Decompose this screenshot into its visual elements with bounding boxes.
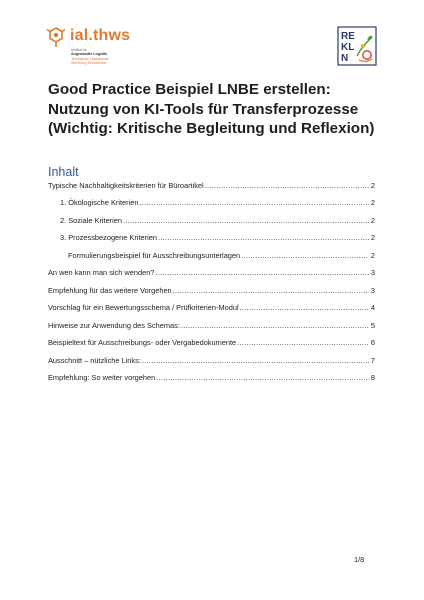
toc-entry[interactable]: [48, 198, 375, 207]
toc-entry-title: Ausschnitt – nützliche Links:: [48, 355, 141, 365]
ial-thws-subtitle: [71, 48, 151, 66]
toc-entry-title: Typische Nachhaltigkeitskriterien für Büroartikel: [48, 181, 204, 190]
reklin-logo-letters: RE: [341, 31, 355, 42]
ial-thws-brand: ial.thws: [70, 27, 131, 44]
toc-leader-dots: [181, 321, 369, 330]
document-title: [48, 80, 388, 139]
toc-entry-title: 2. Soziale Kriterien: [60, 215, 123, 225]
toc-entry-title: An wen kann man sich wenden?: [48, 268, 155, 278]
toc-entry-title: Empfehlung für das weitere Vorgehen: [48, 285, 172, 295]
toc-entry[interactable]: [48, 251, 375, 260]
toc-entry-title: Hinweise zur Anwendung des Schemas:: [48, 320, 180, 330]
toc-entry-page: 3: [370, 285, 375, 295]
toc-entry-title: Vorschlag für ein Bewertungsschema / Prüfkriterien-Modul: [48, 303, 239, 313]
document-title-line: Nutzung von KI-Tools für Transferprozesse: [48, 100, 359, 118]
toc-entry-page: 5: [370, 320, 375, 330]
toc-entry-page: 6: [370, 338, 375, 348]
ial-thws-subtitle-line: Institut für: [71, 48, 87, 52]
toc-entry-page: 3: [370, 268, 375, 278]
table-of-contents: [48, 181, 375, 391]
toc-entry[interactable]: [48, 321, 375, 330]
toc-entry[interactable]: [48, 303, 375, 312]
toc-leader-dots: [156, 373, 369, 382]
toc-leader-dots: [123, 216, 369, 225]
toc-entry[interactable]: [48, 181, 375, 190]
toc-leader-dots: [173, 286, 369, 295]
toc-leader-dots: [155, 268, 369, 277]
reklin-logo: [337, 26, 377, 66]
reklin-logo-letters: KL: [341, 42, 355, 53]
toc-entry[interactable]: [48, 268, 375, 277]
toc-entry-title: 1. Ökologische Kriterien: [60, 198, 139, 208]
toc-entry[interactable]: [48, 356, 375, 365]
ial-thws-subtitle-line: Technische Hochschule: [71, 56, 109, 61]
toc-entry-page: 2: [370, 181, 375, 190]
toc-entry-title: Formulierungsbeispiel für Ausschreibungsunterlagen: [68, 250, 241, 260]
ial-thws-logo-icon: [46, 26, 66, 48]
document-title-line: (Wichtig: Kritische Begleitung und Reflexion): [48, 120, 375, 137]
toc-leader-dots: [205, 181, 369, 190]
toc-leader-dots: [240, 303, 369, 312]
toc-entry-page: 7: [370, 355, 375, 365]
toc-entry-page: 2: [370, 215, 375, 225]
toc-leader-dots: [158, 233, 369, 242]
document-title-line: Good Practice Beispiel LNBE erstellen:: [48, 81, 331, 98]
toc-entry[interactable]: [48, 216, 375, 225]
toc-entry[interactable]: [48, 233, 375, 242]
ial-thws-logo: [46, 26, 156, 70]
toc-leader-dots: [237, 338, 369, 347]
ial-thws-subtitle-line: Angewandte Logistik: [71, 52, 108, 57]
reklin-logo-letters: N: [341, 53, 349, 64]
toc-entry-page: 2: [370, 198, 375, 208]
toc-entry-page: 8: [370, 373, 375, 383]
toc-leader-dots: [139, 198, 369, 207]
toc-entry[interactable]: [48, 338, 375, 347]
toc-entry-page: 2: [370, 250, 375, 260]
toc-entry[interactable]: [48, 373, 375, 382]
toc-entry-title: 3. Prozessbezogene Kriterien: [60, 233, 157, 243]
toc-entry-title: Empfehlung: So weiter vorgehen: [48, 373, 156, 383]
toc-entry-page: 4: [370, 303, 375, 313]
ial-thws-subtitle-line: Würzburg-Schweinfurt: [71, 61, 107, 66]
page-indicator: 1/8: [354, 555, 365, 564]
toc-entry-page: 2: [370, 233, 375, 243]
toc-entry[interactable]: [48, 286, 375, 295]
toc-leader-dots: [142, 356, 369, 365]
toc-leader-dots: [241, 251, 369, 260]
toc-entry-title: Beispieltext für Ausschreibungs- oder Vergabedokumente: [48, 338, 237, 348]
toc-heading: Inhalt: [48, 165, 79, 179]
